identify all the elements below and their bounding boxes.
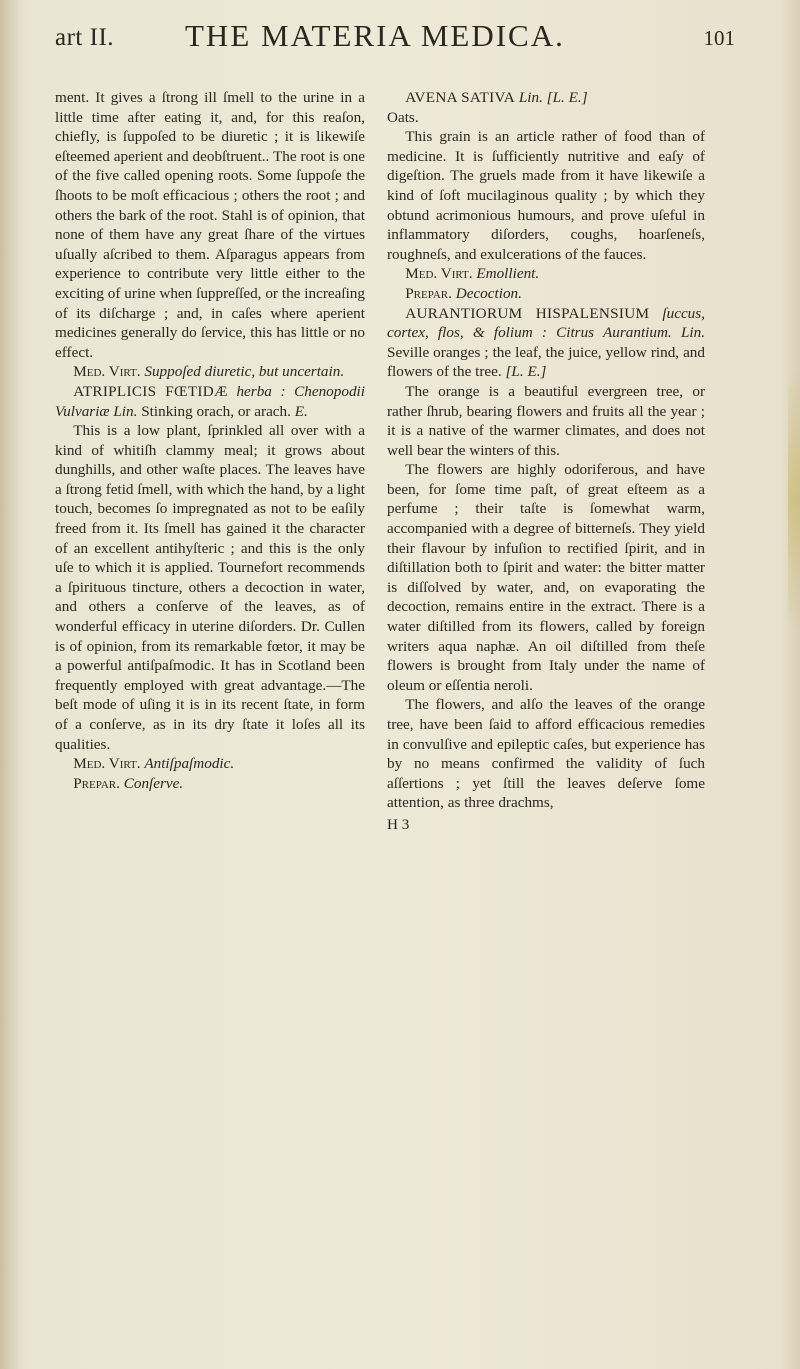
orange-flowers: The flowers are highly odoriferous, and have been, for ſome time paſt, of great eſteem as a perfume ; their taſte is ſomewhat warm, accompanied with a degree of bitterneſs. They yield their flavour by infuſion to rectified ſpirit, and in diſtillation both to ſpirit and water: the bitter matter is diſſolved by water, and, on evaporating the decoction, remains entire in the extract. There is a water diſtilled from its flowers, called by foreign writers aqua naphæ. An oil diſtilled from theſe flowers is brought from Italy under the name of oleum or eſſentia neroli.	[387, 461, 705, 694]
left-column	[55, 88, 365, 793]
med-virt-atriplicis	[55, 754, 365, 774]
med-virt-label: Med. Virt.	[73, 755, 141, 773]
orange-description: The orange is a beautiful evergreen tree, or rather ſhrub, bearing flowers and fruits all the year ; it is a native of the warmer climates, and does not well bear the winters of this.	[387, 382, 705, 459]
entry-ref: E.	[294, 402, 308, 420]
page-stain	[788, 370, 800, 630]
med-virt-text: Emollient.	[476, 265, 540, 283]
asparagus-continuation: ment. It gives a ſtrong ill ſmell to the urine in a little time after eating it, and, for this reaſon, chiefly, is ſuppoſed to be diuretic ; it is likewiſe eſteemed aperient and deobſtruent.. The root is one of the five called opening roots. Some ſuppoſe the ſhoots to be moſt efficacious ; others the root ; and others the bark of the root. Stahl is of opinion, that none of them have any great ſhare of the virtues uſually aſcribed to them. Aſparagus appears from experience to contribute very little either to the exciting of urine when ſuppreſſed, or the increaſing of its diſcharge ; and, in caſes where aperient medicines generally do ſervice, this has little or no effect.	[55, 89, 365, 361]
med-virt-asparagus	[55, 362, 365, 382]
page-gutter	[0, 0, 18, 1369]
prepar-avena	[387, 284, 705, 304]
aurantiorum-entry	[387, 304, 705, 382]
entry-common: Stinking orach, or arach.	[141, 402, 291, 420]
entry-ref: Lin. [L. E.]	[518, 89, 588, 106]
atriplicis-description: This is a low plant, ſprinkled all over with a kind of whitiſh clammy meal; it grows about dunghills, and other waſte places. The leaves have a ſtrong fetid ſmell, with which the hand, by a light touch, becomes ſo impregnated as not to be eaſily freed from it. Its ſmell has gained it the character of an excellent antihyſteric ; and this is the only uſe to which it is applied. Tournefort recommends a ſpirituous tincture, others a decoction in water, and others a conſerve of the leaves, as of wonderful efficacy in uterine diſorders. Dr. Cullen is of opinion, from its remarkable fœtor, it may be a powerful antiſpaſmodic. It has in Scotland been frequently employed with great advantage.—The beſt mode of uſing it is in its recent ſtate, in form of a conſerve, as in its dry ſtate it loſes all its qualities.	[55, 422, 365, 753]
med-virt-avena	[387, 264, 705, 284]
avena-common: Oats.	[387, 108, 419, 126]
entry-common: Seville oranges ; the leaf, the juice, yellow rind, and flowers of the tree.	[387, 343, 705, 381]
med-virt-label: Med. Virt.	[405, 265, 473, 283]
prepar-label: Prepar.	[73, 774, 120, 792]
prepar-text: Conſerve.	[123, 774, 184, 792]
running-header	[55, 18, 735, 58]
entry-name: ATRIPLICIS FŒTIDÆ	[73, 382, 228, 400]
med-virt-text: Antiſpaſmodic.	[144, 755, 235, 773]
atriplicis-entry	[55, 382, 365, 421]
avena-description: This grain is an article rather of food than of medicine. It is ſufficiently nutritive and eaſy of digeſtion. The gruels made from it have likewiſe a kind of ſoft mucilaginous quality ; by which they obtund acrimonious humours, and prove uſeful in inflammatory diſorders, coughs, hoarſeneſs, roughneſs, and exulcerations of the fauces.	[387, 128, 705, 263]
right-column	[387, 88, 705, 835]
prepar-text: Decoction.	[455, 284, 522, 302]
signature-mark: H 3	[387, 815, 410, 833]
prepar-atriplicis	[55, 774, 365, 794]
prepar-label: Prepar.	[405, 284, 452, 302]
running-title: THE MATERIA MEDICA.	[185, 18, 565, 53]
avena-entry	[387, 88, 705, 108]
med-virt-label: Med. Virt.	[73, 363, 141, 381]
entry-latin: herba : Chenopodii Vulvariæ Lin.	[55, 382, 365, 420]
med-virt-text: Suppoſed diuretic, but uncertain.	[144, 363, 345, 381]
page-number: 101	[703, 26, 735, 50]
entry-ref: [L. E.]	[505, 363, 547, 381]
section-label: art II.	[55, 24, 115, 51]
entry-name: AVENA SATIVA	[405, 89, 516, 106]
orange-leaves: The flowers, and alſo the leaves of the orange tree, have been ſaid to afford efficacious remedies in convulſive and epileptic caſes, but experience has by no means confirmed the validity of ſuch aſſertions ; yet ſtill the leaves deſerve ſome attention, as three drachms,	[387, 696, 705, 812]
entry-name: AURANTIORUM HISPALENSIUM	[405, 304, 650, 322]
entry-latin: ſuccus, cortex, flos, & folium : Citrus Aurantium. Lin.	[387, 304, 705, 342]
